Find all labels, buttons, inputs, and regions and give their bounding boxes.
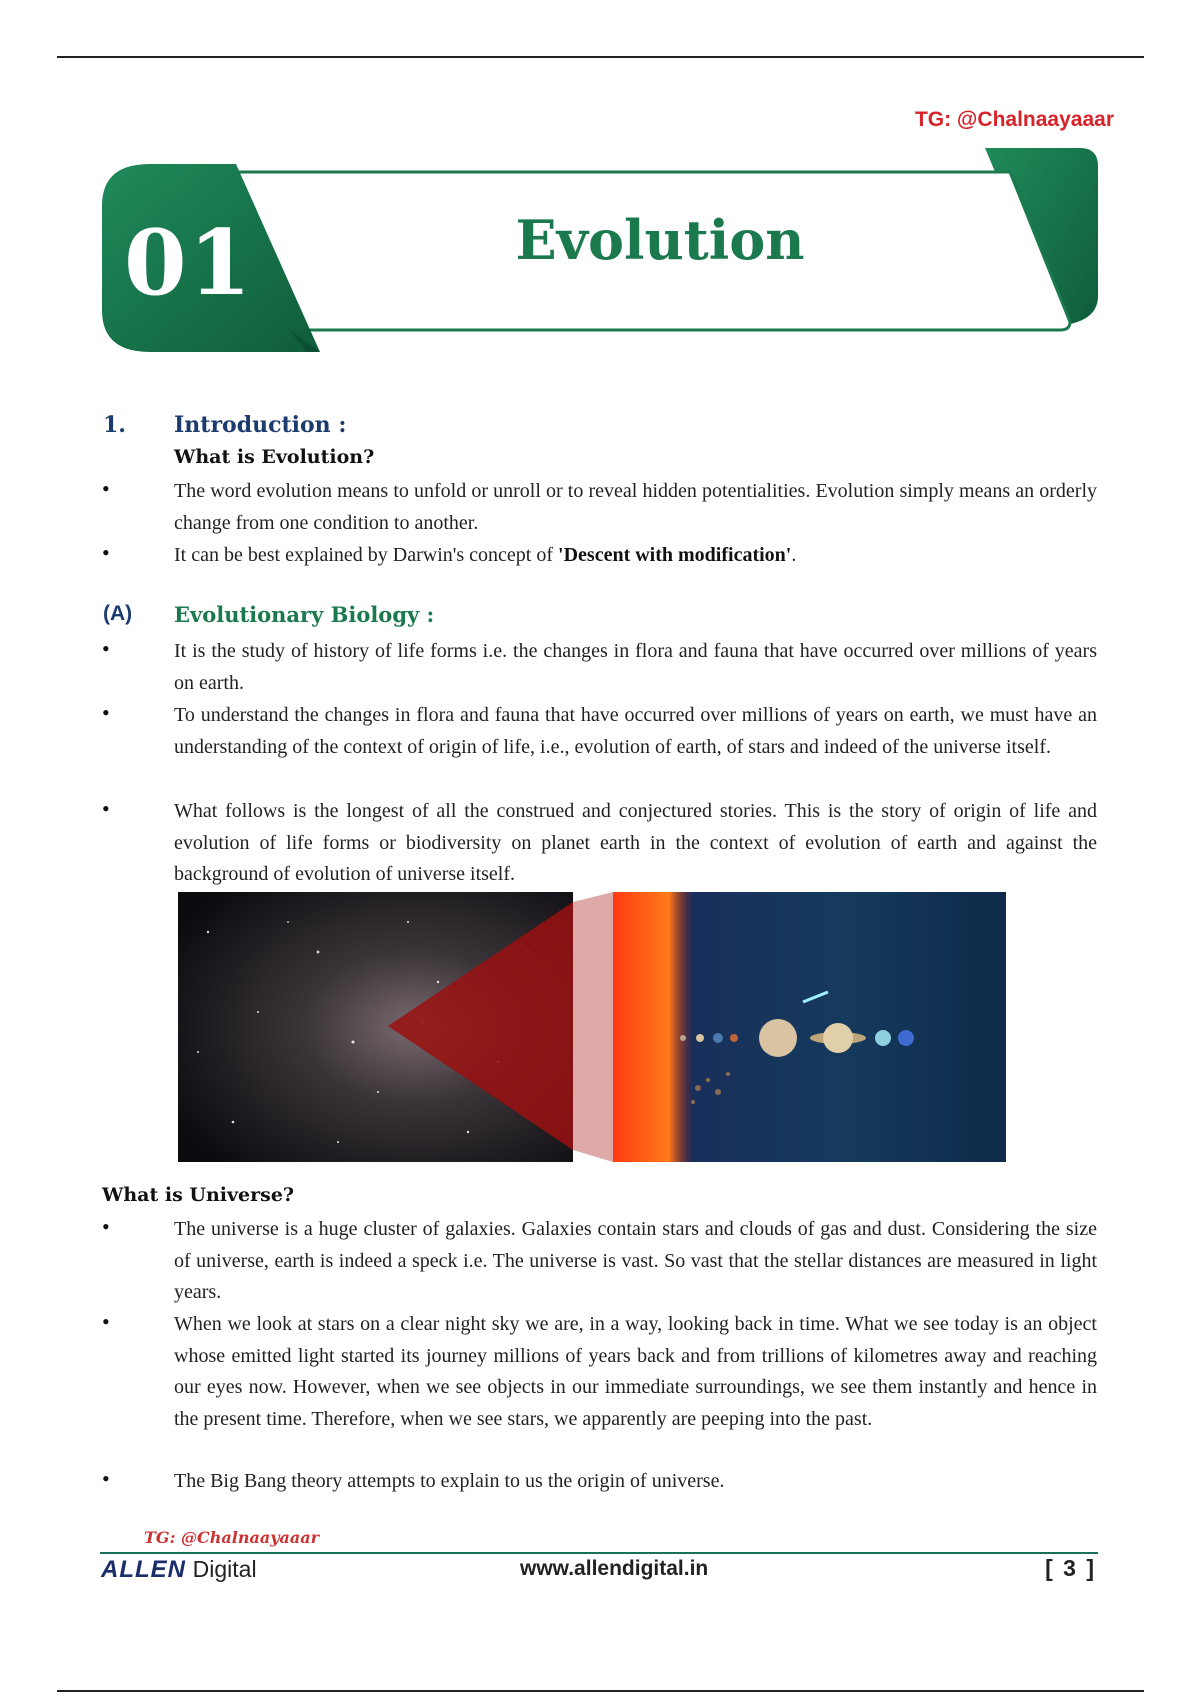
bullet-text — [174, 540, 1097, 572]
brand-main: ALLEN — [101, 1556, 186, 1583]
question-what-is-evolution: What is Evolution? — [174, 446, 375, 468]
galaxy-solar-system-image — [178, 892, 1006, 1162]
section-number: 1. — [103, 412, 126, 438]
bullet-icon: • — [102, 1466, 110, 1491]
chapter-banner — [0, 0, 1200, 380]
bullet-text-part: It can be best explained by Darwin's concept of — [174, 544, 559, 566]
footer-website: www.allendigital.in — [520, 1557, 709, 1580]
section-title-evolutionary-biology: Evolutionary Biology : — [174, 602, 435, 627]
bullet-text: It is the study of history of life forms i.e. the changes in flora and fauna that have occurred over millions of years on earth. — [174, 640, 1097, 694]
bullet-text: When we look at stars on a clear night sky we are, in a way, looking back in time. What we see today is an object whose emitted light started its journey millions of years back and from trillions of kilometres away and reaching our eyes now. However, when we see objects in our immediate surroundings, we see them instantly and hence in the present time. Therefore, when we see stars, we apparently are peeping into the past. — [174, 1313, 1097, 1430]
bullet-text: What follows is the longest of all the construed and conjectured stories. This is the story of origin of life and evolution of life forms or biodiversity on planet earth in the context of evolution of earth and against the background of evolution of universe itself. — [174, 800, 1097, 885]
brand-sub: Digital — [192, 1556, 257, 1582]
bullet-text: To understand the changes in flora and fauna that have occurred over millions of years on earth, we must have an understanding of the context of origin of life, i.e., evolution of earth, of stars and indeed of the universe itself. — [174, 704, 1097, 758]
question-what-is-universe: What is Universe? — [102, 1184, 295, 1206]
section-label-a: (A) — [103, 602, 133, 625]
bullet-icon: • — [102, 540, 110, 565]
bullet-icon: • — [102, 476, 110, 501]
bullet-icon: • — [102, 1214, 110, 1239]
footer-divider — [100, 1552, 1098, 1554]
bullet-icon: • — [102, 700, 110, 725]
bottom-rule — [57, 1690, 1144, 1692]
bullet-icon: • — [102, 636, 110, 661]
bullet-text: The word evolution means to unfold or unroll or to reveal hidden potentialities. Evolution simply means an orderly change from one condition to another. — [174, 480, 1097, 534]
section-title-introduction: Introduction : — [174, 412, 347, 438]
chapter-number: 01 — [124, 210, 254, 316]
footer-telegram-handle: TG: @Chalnaayaaar — [144, 1528, 320, 1547]
allen-digital-logo — [101, 1556, 257, 1584]
telegram-handle: TG: @Chalnaayaaar — [914, 108, 1114, 131]
page-number: [ 3 ] — [1045, 1555, 1096, 1581]
bullet-icon: • — [102, 1309, 110, 1334]
chapter-title: Evolution — [515, 208, 805, 272]
emphasis-suffix: . — [791, 544, 797, 566]
emphasis-text: 'Descent with modification' — [558, 544, 792, 566]
bullet-text: The universe is a huge cluster of galaxies. Galaxies contain stars and clouds of gas and dust. Considering the size of universe, earth is indeed a speck i.e. The universe is vast. So vast that the stellar distances are measured in light years. — [174, 1218, 1097, 1303]
bullet-icon: • — [102, 796, 110, 821]
bullet-text: The Big Bang theory attempts to explain to us the origin of universe. — [174, 1470, 725, 1492]
